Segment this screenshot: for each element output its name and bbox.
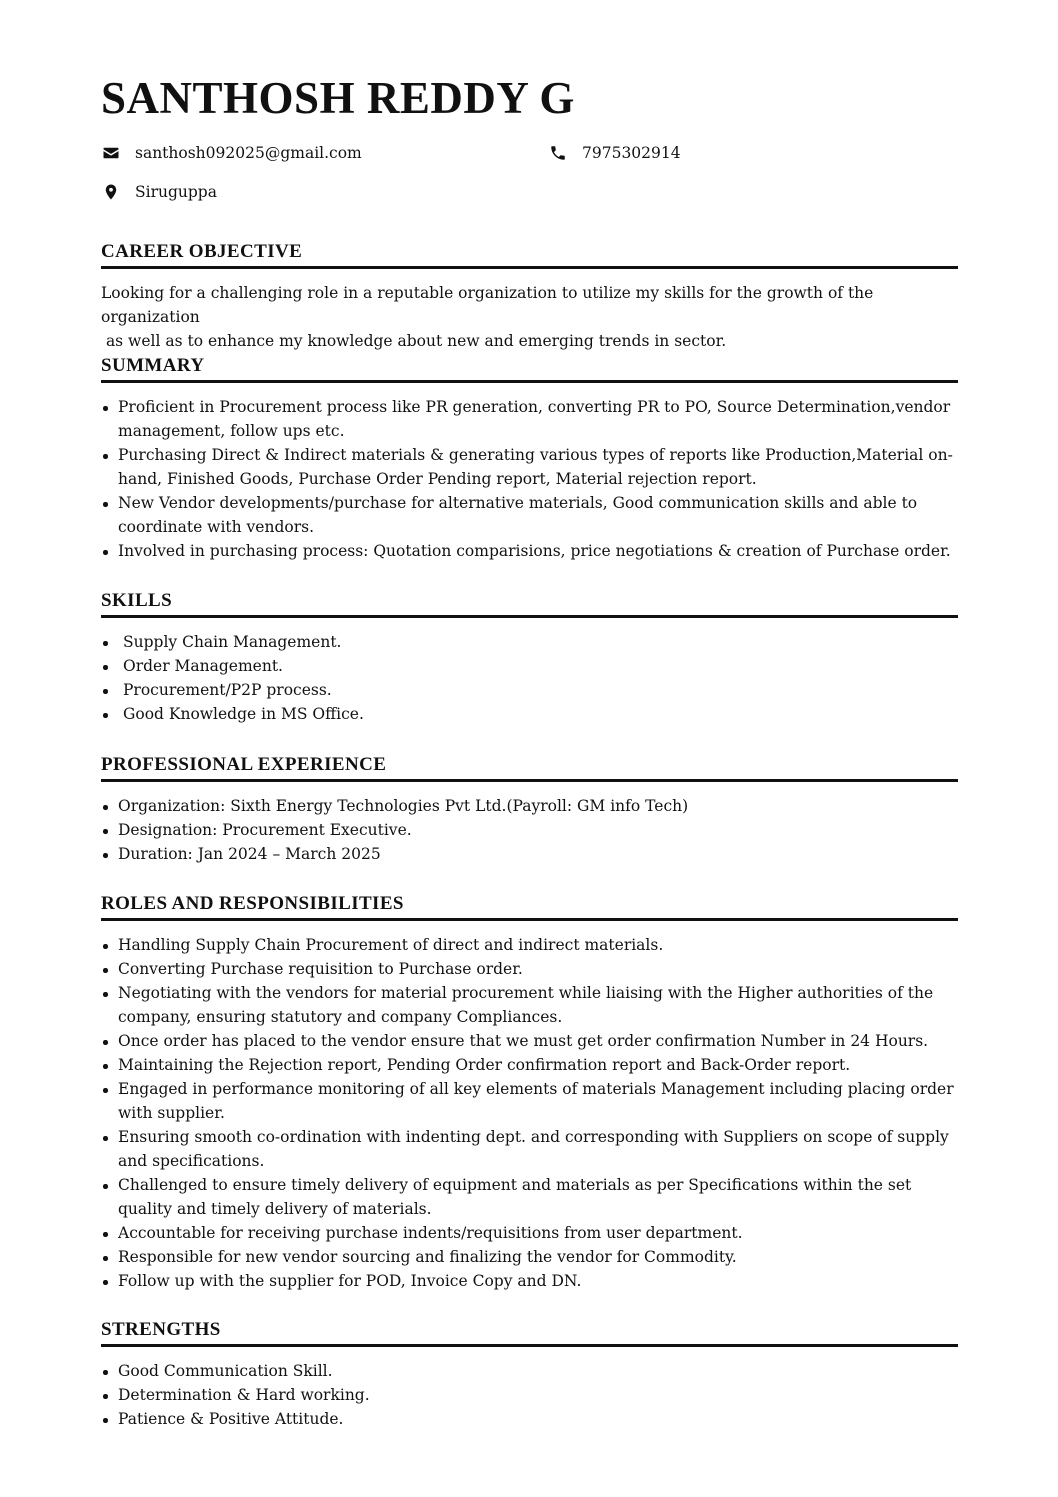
list-item: Engaged in performance monitoring of all key elements of materials Management including placing order with supplier.	[101, 1077, 958, 1125]
section-title: ROLES AND RESPONSIBILITIES	[101, 892, 958, 921]
mail-icon	[102, 144, 120, 162]
roles-list	[101, 933, 958, 1293]
section-title: SKILLS	[101, 589, 958, 618]
strengths-section	[101, 1318, 958, 1431]
location-text: Siruguppa	[135, 183, 217, 201]
phone-text[interactable]: 7975302914	[582, 144, 681, 162]
list-item: Maintaining the Rejection report, Pending Order confirmation report and Back-Order report.	[101, 1053, 958, 1077]
career-objective-text: Looking for a challenging role in a reputable organization to utilize my skills for the growth of the organization as well as to enhance my knowledge about new and emerging trends in sector.	[101, 284, 874, 350]
list-item: Ensuring smooth co-ordination with indenting dept. and corresponding with Suppliers on scope of supply and specifications.	[101, 1125, 958, 1173]
roles-section	[101, 892, 958, 1293]
list-item: Accountable for receiving purchase indents/requisitions from user department.	[101, 1221, 958, 1245]
section-title: STRENGTHS	[101, 1318, 958, 1347]
list-item: Purchasing Direct & Indirect materials & generating various types of reports like Production,Material on-hand, Finished Goods, Purchase Order Pending report, Material rejection report.	[101, 443, 958, 491]
candidate-name: SANTHOSH REDDY G	[101, 73, 575, 123]
strengths-list	[101, 1359, 958, 1431]
skills-list	[101, 630, 958, 726]
list-item: Good Communication Skill.	[101, 1359, 958, 1383]
list-item: Converting Purchase requisition to Purchase order.	[101, 957, 958, 981]
experience-list	[101, 794, 958, 866]
list-item: Once order has placed to the vendor ensure that we must get order confirmation Number in 24 Hours.	[101, 1029, 958, 1053]
list-item: Follow up with the supplier for POD, Invoice Copy and DN.	[101, 1269, 958, 1293]
list-item: Proficient in Procurement process like PR generation, converting PR to PO, Source Determination,vendor management, follow ups etc.	[101, 395, 958, 443]
list-item: Determination & Hard working.	[101, 1383, 958, 1407]
summary-list	[101, 395, 958, 563]
skills-section	[101, 589, 958, 726]
experience-section	[101, 753, 958, 866]
location-pin-icon	[102, 183, 120, 201]
list-item: Negotiating with the vendors for material procurement while liaising with the Higher authorities of the company, ensuring statutory and company Compliances.	[101, 981, 958, 1029]
section-title: CAREER OBJECTIVE	[101, 240, 958, 269]
list-item: Challenged to ensure timely delivery of equipment and materials as per Specifications within the set quality and timely delivery of materials.	[101, 1173, 958, 1221]
career-objective-section	[101, 240, 958, 353]
list-item: Handling Supply Chain Procurement of direct and indirect materials.	[101, 933, 958, 957]
list-item: Designation: Procurement Executive.	[101, 818, 958, 842]
list-item: New Vendor developments/purchase for alternative materials, Good communication skills and able to coordinate with vendors.	[101, 491, 958, 539]
phone-icon	[549, 144, 567, 162]
phone-contact	[549, 144, 681, 162]
list-item: Organization: Sixth Energy Technologies Pvt Ltd.(Payroll: GM info Tech)	[101, 794, 958, 818]
list-item: Supply Chain Management.	[101, 630, 958, 654]
list-item: Patience & Positive Attitude.	[101, 1407, 958, 1431]
list-item: Good Knowledge in MS Office.	[101, 702, 958, 726]
list-item: Responsible for new vendor sourcing and finalizing the vendor for Commodity.	[101, 1245, 958, 1269]
location-contact	[102, 183, 217, 201]
email-contact	[102, 144, 362, 162]
section-title: SUMMARY	[101, 354, 958, 383]
list-item: Duration: Jan 2024 – March 2025	[101, 842, 958, 866]
section-title: PROFESSIONAL EXPERIENCE	[101, 753, 958, 782]
summary-section	[101, 354, 958, 563]
list-item: Order Management.	[101, 654, 958, 678]
list-item: Procurement/P2P process.	[101, 678, 958, 702]
email-text[interactable]: santhosh092025@gmail.com	[135, 144, 362, 162]
list-item: Involved in purchasing process: Quotation comparisions, price negotiations & creation of Purchase order.	[101, 539, 958, 563]
